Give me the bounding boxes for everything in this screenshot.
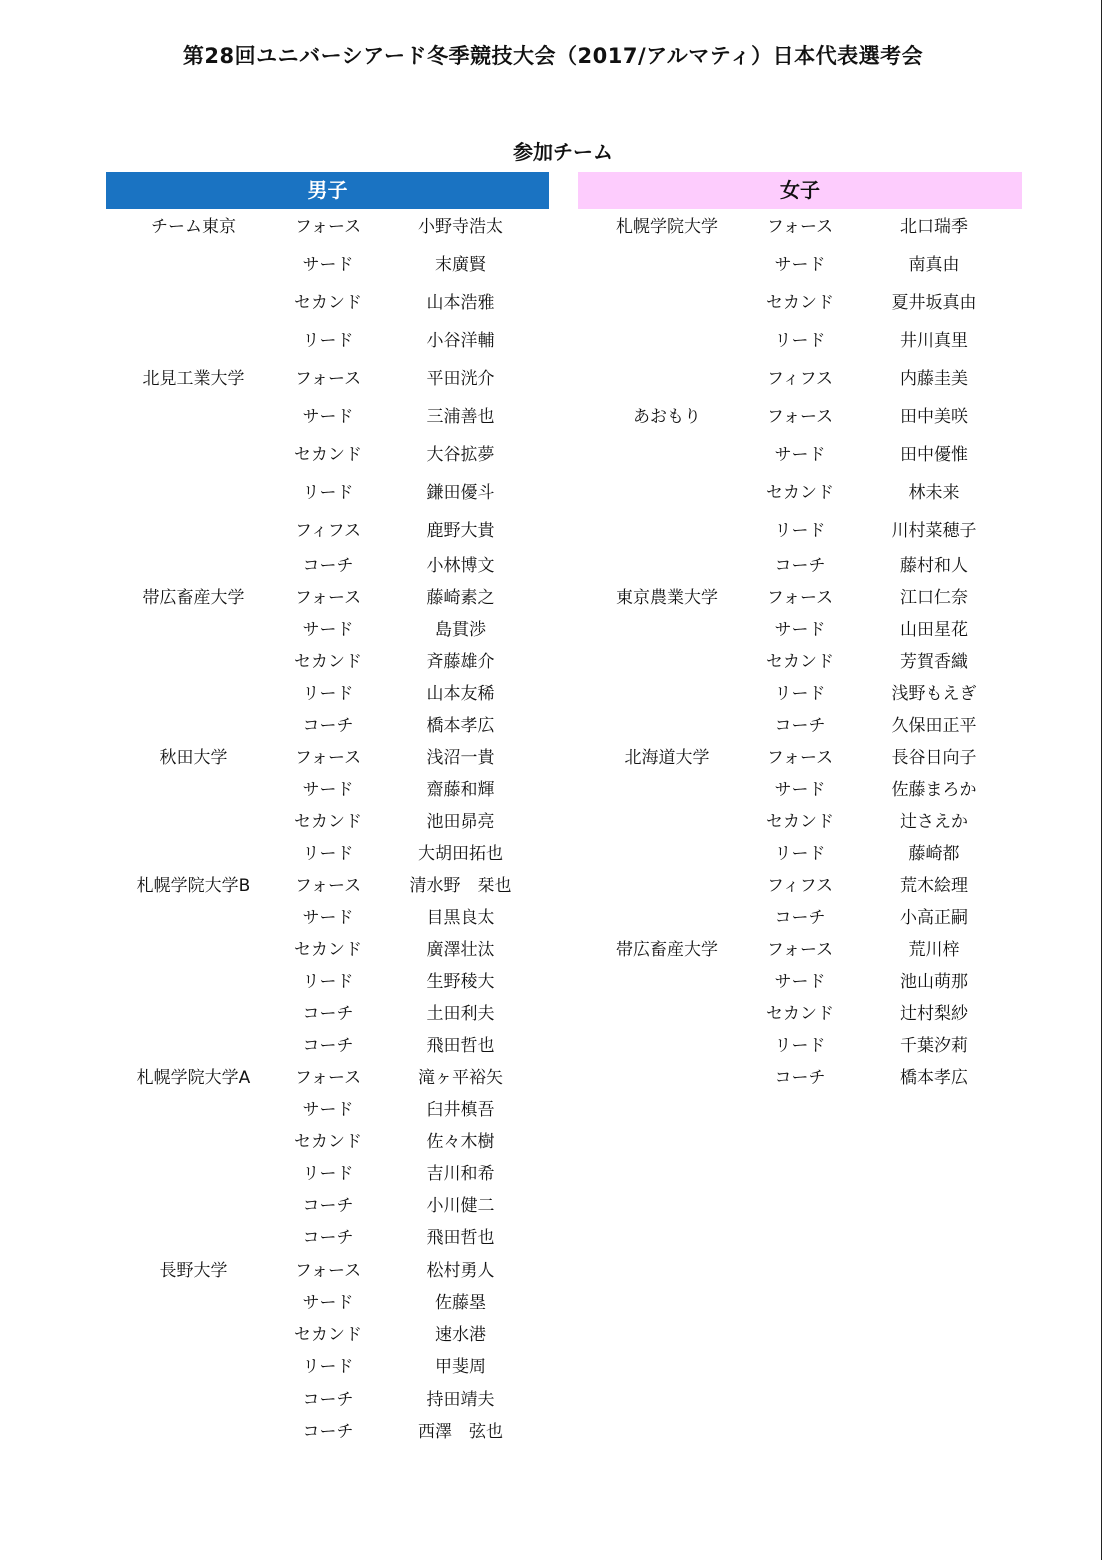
player-name-cell: 鹿野大貴 bbox=[426, 521, 495, 541]
position-cell: コーチ bbox=[302, 556, 354, 576]
position-cell: フォース bbox=[294, 748, 362, 768]
position-cell: サード bbox=[774, 780, 826, 800]
position-cell: フォース bbox=[294, 217, 362, 237]
player-name-cell: 持田靖夫 bbox=[426, 1390, 495, 1410]
player-name-cell: 田中優惟 bbox=[900, 445, 968, 465]
position-cell: リード bbox=[774, 844, 826, 864]
player-name-cell: 夏井坂真由 bbox=[891, 293, 977, 313]
player-name-cell: 小林博文 bbox=[426, 556, 495, 576]
position-cell: フォース bbox=[294, 588, 362, 608]
player-name-cell: 浅野もえぎ bbox=[891, 684, 977, 704]
position-cell: セカンド bbox=[294, 652, 362, 672]
team-name-cell: 帯広畜産大学 bbox=[616, 940, 718, 960]
player-name-cell: 大谷拡夢 bbox=[426, 445, 495, 465]
player-name-cell: 大胡田拓也 bbox=[418, 844, 503, 864]
table-row bbox=[0, 406, 1106, 428]
position-cell: フォース bbox=[766, 940, 834, 960]
position-cell: コーチ bbox=[774, 908, 826, 928]
player-name-cell: 井川真里 bbox=[900, 331, 968, 351]
player-name-cell: 飛田哲也 bbox=[426, 1228, 495, 1248]
team-name-cell: 東京農業大学 bbox=[616, 588, 718, 608]
table-row bbox=[0, 1099, 1106, 1121]
position-cell: セカンド bbox=[766, 812, 834, 832]
position-cell: コーチ bbox=[302, 1228, 354, 1248]
table-row bbox=[0, 1035, 1106, 1057]
table-row bbox=[0, 1389, 1106, 1411]
table-row bbox=[0, 368, 1106, 390]
position-cell: サード bbox=[302, 255, 354, 275]
player-name-cell: 小川健二 bbox=[426, 1196, 495, 1216]
position-cell: リード bbox=[774, 331, 826, 351]
player-name-cell: 田中美咲 bbox=[900, 407, 968, 427]
player-name-cell: 荒川梓 bbox=[908, 940, 960, 960]
table-row bbox=[0, 587, 1106, 609]
position-cell: セカンド bbox=[294, 445, 362, 465]
men-header: 男子 bbox=[106, 172, 549, 209]
table-row bbox=[0, 651, 1106, 673]
position-cell: コーチ bbox=[302, 1196, 354, 1216]
table-row bbox=[0, 1131, 1106, 1153]
section-subtitle: 参加チーム bbox=[513, 140, 613, 164]
team-name-cell: 帯広畜産大学 bbox=[142, 588, 245, 608]
player-name-cell: 土田利夫 bbox=[426, 1004, 495, 1024]
player-name-cell: 生野稜大 bbox=[426, 972, 495, 992]
table-row bbox=[0, 520, 1106, 542]
player-name-cell: 南真由 bbox=[908, 255, 960, 275]
position-cell: サード bbox=[302, 407, 354, 427]
position-cell: サード bbox=[302, 620, 354, 640]
position-cell: リード bbox=[774, 1036, 826, 1056]
table-row bbox=[0, 1163, 1106, 1185]
table-row bbox=[0, 330, 1106, 352]
player-name-cell: 小高正嗣 bbox=[900, 908, 968, 928]
table-row bbox=[0, 444, 1106, 466]
position-cell: サード bbox=[774, 445, 826, 465]
table-row bbox=[0, 1292, 1106, 1314]
table-row bbox=[0, 779, 1106, 801]
player-name-cell: 辻さえか bbox=[900, 812, 968, 832]
team-name-cell: 北海道大学 bbox=[624, 748, 710, 768]
player-name-cell: 末廣賢 bbox=[435, 255, 486, 275]
player-name-cell: 江口仁奈 bbox=[900, 588, 968, 608]
player-name-cell: 速水港 bbox=[435, 1325, 486, 1345]
player-name-cell: 藤崎素之 bbox=[426, 588, 495, 608]
position-cell: コーチ bbox=[774, 716, 826, 736]
player-name-cell: 藤村和人 bbox=[900, 556, 968, 576]
player-name-cell: 久保田正平 bbox=[891, 716, 977, 736]
table-row bbox=[0, 875, 1106, 897]
position-cell: フォース bbox=[766, 748, 834, 768]
team-name-cell: チーム東京 bbox=[151, 217, 236, 237]
table-row bbox=[0, 292, 1106, 314]
position-cell: フォース bbox=[294, 369, 362, 389]
position-cell: フォース bbox=[766, 407, 834, 427]
player-name-cell: 小谷洋輔 bbox=[426, 331, 495, 351]
player-name-cell: 橋本孝広 bbox=[900, 1068, 968, 1088]
table-row bbox=[0, 216, 1106, 238]
player-name-cell: 小野寺浩太 bbox=[418, 217, 503, 237]
position-cell: セカンド bbox=[294, 812, 362, 832]
position-cell: フィフス bbox=[295, 521, 361, 541]
position-cell: コーチ bbox=[302, 1390, 354, 1410]
player-name-cell: 佐々木樹 bbox=[426, 1132, 495, 1152]
position-cell: セカンド bbox=[766, 293, 834, 313]
table-row bbox=[0, 1356, 1106, 1378]
page-title: 第28回ユニバーシアード冬季競技大会（2017/アルマティ）日本代表選考会 bbox=[182, 44, 924, 68]
player-name-cell: 島貫渉 bbox=[435, 620, 486, 640]
position-cell: リード bbox=[302, 483, 354, 503]
position-cell: セカンド bbox=[294, 1325, 362, 1345]
table-row bbox=[0, 619, 1106, 641]
player-name-cell: 清水野 栞也 bbox=[409, 876, 512, 896]
player-name-cell: 藤崎都 bbox=[908, 844, 960, 864]
team-name-cell: 北見工業大学 bbox=[142, 369, 245, 389]
table-row bbox=[0, 939, 1106, 961]
team-name-cell: 札幌学院大学B bbox=[136, 876, 251, 896]
team-name-cell: 札幌学院大学A bbox=[136, 1068, 251, 1088]
player-name-cell: 臼井槙吾 bbox=[426, 1100, 495, 1120]
table-row bbox=[0, 1003, 1106, 1025]
table-row bbox=[0, 254, 1106, 276]
position-cell: セカンド bbox=[766, 1004, 834, 1024]
player-name-cell: 内藤圭美 bbox=[900, 369, 968, 389]
table-row bbox=[0, 747, 1106, 769]
position-cell: リード bbox=[302, 1164, 354, 1184]
position-cell: フォース bbox=[766, 217, 834, 237]
player-name-cell: 林未来 bbox=[908, 483, 960, 503]
position-cell: フィフス bbox=[767, 369, 833, 389]
player-name-cell: 辻村梨紗 bbox=[900, 1004, 968, 1024]
team-name-cell: 長野大学 bbox=[159, 1261, 228, 1281]
player-name-cell: 廣澤壮汰 bbox=[426, 940, 495, 960]
table-row bbox=[0, 1195, 1106, 1217]
team-name-cell: 札幌学院大学 bbox=[616, 217, 718, 237]
player-name-cell: 三浦善也 bbox=[426, 407, 495, 427]
player-name-cell: 橋本孝広 bbox=[426, 716, 495, 736]
position-cell: フォース bbox=[294, 1261, 362, 1281]
position-cell: リード bbox=[302, 844, 354, 864]
player-name-cell: 川村菜穂子 bbox=[891, 521, 977, 541]
player-name-cell: 浅沼一貴 bbox=[426, 748, 495, 768]
position-cell: セカンド bbox=[294, 293, 362, 313]
table-row bbox=[0, 811, 1106, 833]
position-cell: サード bbox=[302, 908, 354, 928]
player-name-cell: 松村勇人 bbox=[426, 1261, 495, 1281]
player-name-cell: 西澤 弦也 bbox=[418, 1422, 503, 1442]
table-row bbox=[0, 907, 1106, 929]
position-cell: サード bbox=[774, 255, 826, 275]
position-cell: リード bbox=[302, 972, 354, 992]
player-name-cell: 山本浩雅 bbox=[426, 293, 495, 313]
player-name-cell: 滝ヶ平裕矢 bbox=[418, 1068, 503, 1088]
position-cell: リード bbox=[302, 684, 354, 704]
position-cell: サード bbox=[774, 620, 826, 640]
position-cell: フィフス bbox=[767, 876, 833, 896]
table-row bbox=[0, 715, 1106, 737]
table-row bbox=[0, 1067, 1106, 1089]
position-cell: サード bbox=[302, 1100, 354, 1120]
player-name-cell: 荒木絵理 bbox=[900, 876, 968, 896]
position-cell: コーチ bbox=[302, 1036, 354, 1056]
player-name-cell: 鎌田優斗 bbox=[426, 483, 495, 503]
player-name-cell: 千葉汐莉 bbox=[900, 1036, 968, 1056]
player-name-cell: 佐藤塁 bbox=[435, 1293, 486, 1313]
player-name-cell: 芳賀香織 bbox=[900, 652, 968, 672]
player-name-cell: 斉藤雄介 bbox=[426, 652, 495, 672]
position-cell: サード bbox=[302, 1293, 354, 1313]
player-name-cell: 平田洸介 bbox=[426, 369, 495, 389]
player-name-cell: 山本友稀 bbox=[426, 684, 495, 704]
table-row bbox=[0, 1227, 1106, 1249]
team-name-cell: あおもり bbox=[633, 407, 701, 427]
player-name-cell: 目黒良太 bbox=[426, 908, 495, 928]
position-cell: コーチ bbox=[302, 1004, 354, 1024]
player-name-cell: 齋藤和輝 bbox=[426, 780, 495, 800]
position-cell: リード bbox=[774, 684, 826, 704]
table-row bbox=[0, 683, 1106, 705]
position-cell: コーチ bbox=[302, 1422, 354, 1442]
player-name-cell: 甲斐周 bbox=[435, 1357, 486, 1377]
position-cell: セカンド bbox=[766, 483, 834, 503]
position-cell: コーチ bbox=[774, 1068, 826, 1088]
table-row bbox=[0, 555, 1106, 577]
player-name-cell: 池山萌那 bbox=[900, 972, 968, 992]
table-row bbox=[0, 1260, 1106, 1282]
player-name-cell: 山田星花 bbox=[900, 620, 968, 640]
table-row bbox=[0, 843, 1106, 865]
position-cell: リード bbox=[774, 521, 826, 541]
position-cell: セカンド bbox=[766, 652, 834, 672]
player-name-cell: 北口瑞季 bbox=[900, 217, 968, 237]
position-cell: フォース bbox=[294, 1068, 362, 1088]
table-row bbox=[0, 482, 1106, 504]
position-cell: セカンド bbox=[294, 940, 362, 960]
player-name-cell: 池田昴亮 bbox=[426, 812, 495, 832]
player-name-cell: 長谷日向子 bbox=[891, 748, 977, 768]
position-cell: フォース bbox=[766, 588, 834, 608]
position-cell: フォース bbox=[294, 876, 362, 896]
women-header: 女子 bbox=[578, 172, 1022, 209]
position-cell: コーチ bbox=[302, 716, 354, 736]
player-name-cell: 吉川和希 bbox=[426, 1164, 495, 1184]
position-cell: リード bbox=[302, 1357, 354, 1377]
player-name-cell: 飛田哲也 bbox=[426, 1036, 495, 1056]
table-row bbox=[0, 1421, 1106, 1443]
player-name-cell: 佐藤まろか bbox=[891, 780, 977, 800]
position-cell: セカンド bbox=[294, 1132, 362, 1152]
table-row bbox=[0, 971, 1106, 993]
position-cell: サード bbox=[774, 972, 826, 992]
table-row bbox=[0, 1324, 1106, 1346]
position-cell: リード bbox=[302, 331, 354, 351]
position-cell: サード bbox=[302, 780, 354, 800]
position-cell: コーチ bbox=[774, 556, 826, 576]
team-name-cell: 秋田大学 bbox=[159, 748, 228, 768]
